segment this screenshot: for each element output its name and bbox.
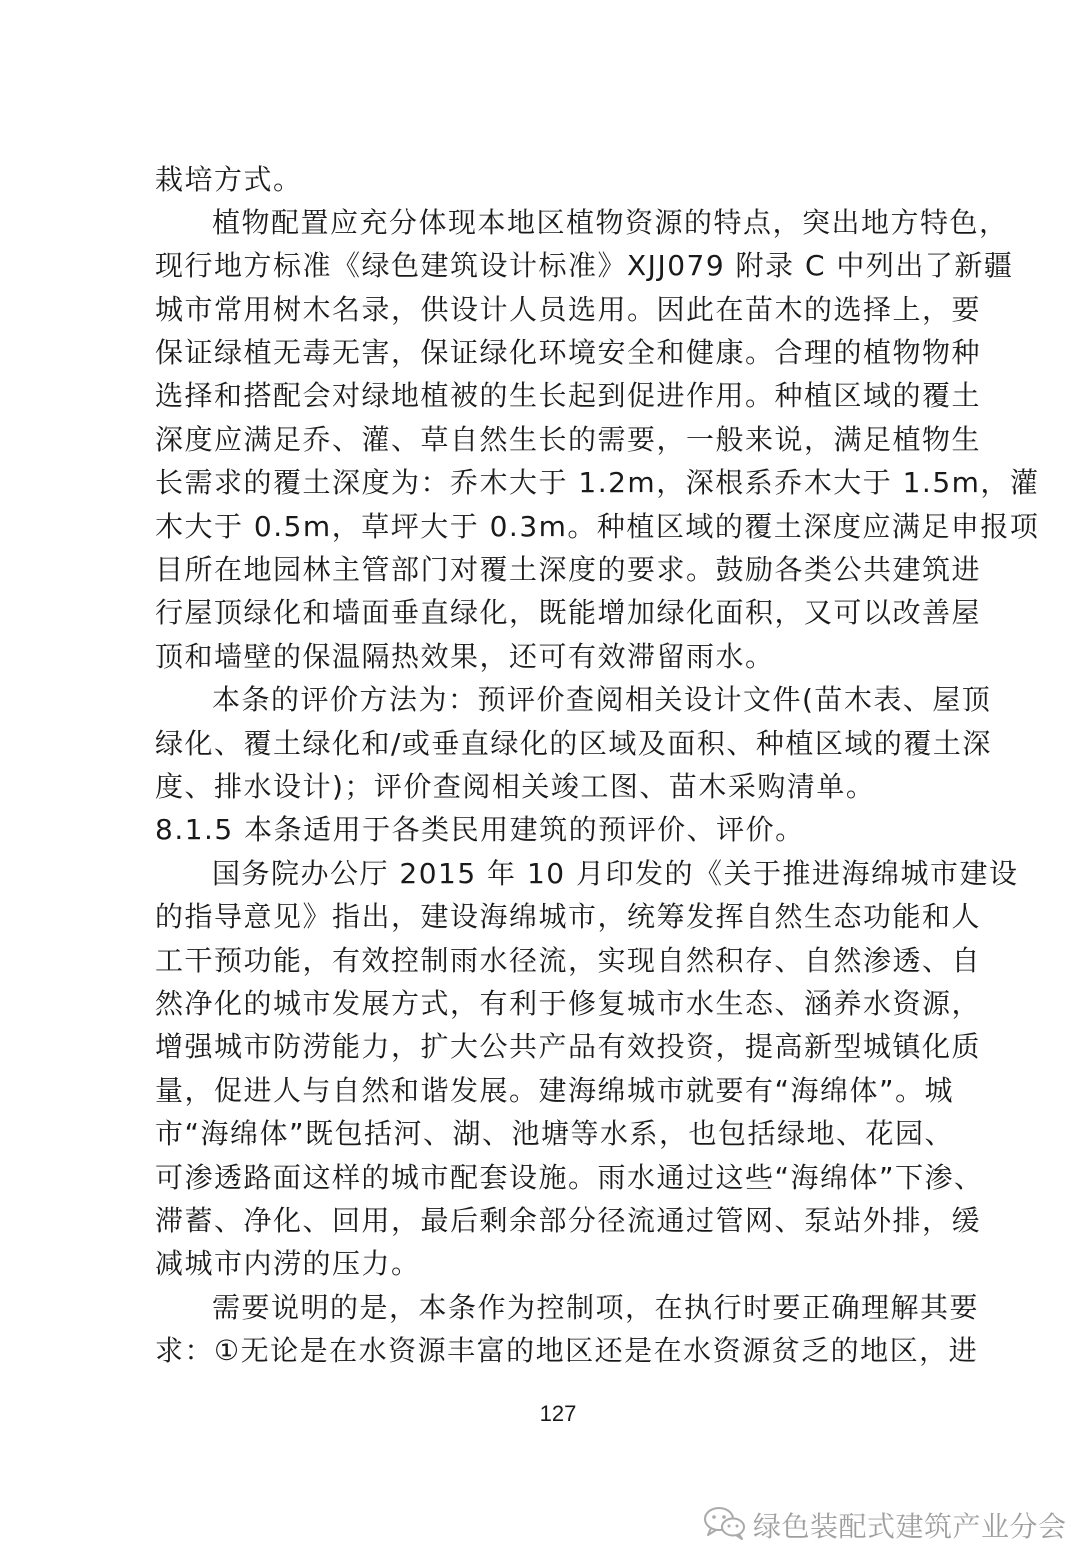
text-line: 选择和搭配会对绿地植被的生长起到促进作用。种植区域的覆土 [155,379,982,412]
text-line: 度、排水设计)；评价查阅相关竣工图、苗木采购清单。 [155,770,876,803]
text-line: 减城市内涝的压力。 [155,1247,421,1280]
text-line: 然净化的城市发展方式，有利于修复城市水生态、涵养水资源， [155,987,982,1020]
text-line: 植物配置应充分体现本地区植物资源的特点，突出地方特色， [212,206,1009,239]
watermark-text: 绿色装配式建筑产业分会 [753,1510,1067,1543]
text-line: 长需求的覆土深度为：乔木大于 1.2m，深根系乔木大于 1.5m，灌 [155,466,1040,499]
text-line: 木大于 0.5m，草坪大于 0.3m。种植区域的覆土深度应满足申报项 [155,510,1040,543]
text-line: 工干预功能，有效控制雨水径流，实现自然积存、自然渗透、自 [155,944,982,977]
text-line: 国务院办公厅 2015 年 10 月印发的《关于推进海绵城市建设 [212,857,1019,890]
text-line: 的指导意见》指出，建设海绵城市，统筹发挥自然生态功能和人 [155,900,982,933]
text-line: 现行地方标准《绿色建筑设计标准》XJJ079 附录 C 中列出了新疆 [155,249,1014,282]
page-number: 127 [539,1401,577,1426]
text-line: 滞蓄、净化、回用，最后剩余部分径流通过管网、泵站外排，缓 [155,1204,982,1237]
text-line: 深度应满足乔、灌、草自然生长的需要，一般来说，满足植物生 [155,423,982,456]
text-line: 栽培方式。 [155,163,303,196]
text-line: 量，促进人与自然和谐发展。建海绵城市就要有“海绵体”。城 [155,1074,955,1107]
text-line: 可渗透路面这样的城市配套设施。雨水通过这些“海绵体”下渗、 [155,1161,984,1194]
text-line: 行屋顶绿化和墙面垂直绿化，既能增加绿化面积，又可以改善屋 [155,596,982,629]
text-line: 城市常用树木名录，供设计人员选用。因此在苗木的选择上，要 [155,293,982,326]
text-line: 顶和墙壁的保温隔热效果，还可有效滞留雨水。 [155,640,775,673]
section-heading: 8.1.5 本条适用于各类民用建筑的预评价、评价。 [155,813,805,846]
wechat-icon [703,1505,747,1545]
text-line: 增强城市防涝能力，扩大公共产品有效投资，提高新型城镇化质 [155,1030,982,1063]
text-line: 保证绿植无毒无害，保证绿化环境安全和健康。合理的植物物种 [155,336,982,369]
text-line: 绿化、覆土绿化和/或垂直绿化的区域及面积、种植区域的覆土深 [155,727,992,760]
text-line: 求：①无论是在水资源丰富的地区还是在水资源贫乏的地区，进 [155,1334,979,1367]
watermark [703,1505,1067,1545]
text-line: 需要说明的是，本条作为控制项，在执行时要正确理解其要 [212,1291,980,1324]
text-line: 本条的评价方法为：预评价查阅相关设计文件(苗木表、屋顶 [212,683,992,716]
text-line: 市“海绵体”既包括河、湖、池塘等水系，也包括绿地、花园、 [155,1117,955,1150]
text-line: 目所在地园林主管部门对覆土深度的要求。鼓励各类公共建筑进 [155,553,982,586]
